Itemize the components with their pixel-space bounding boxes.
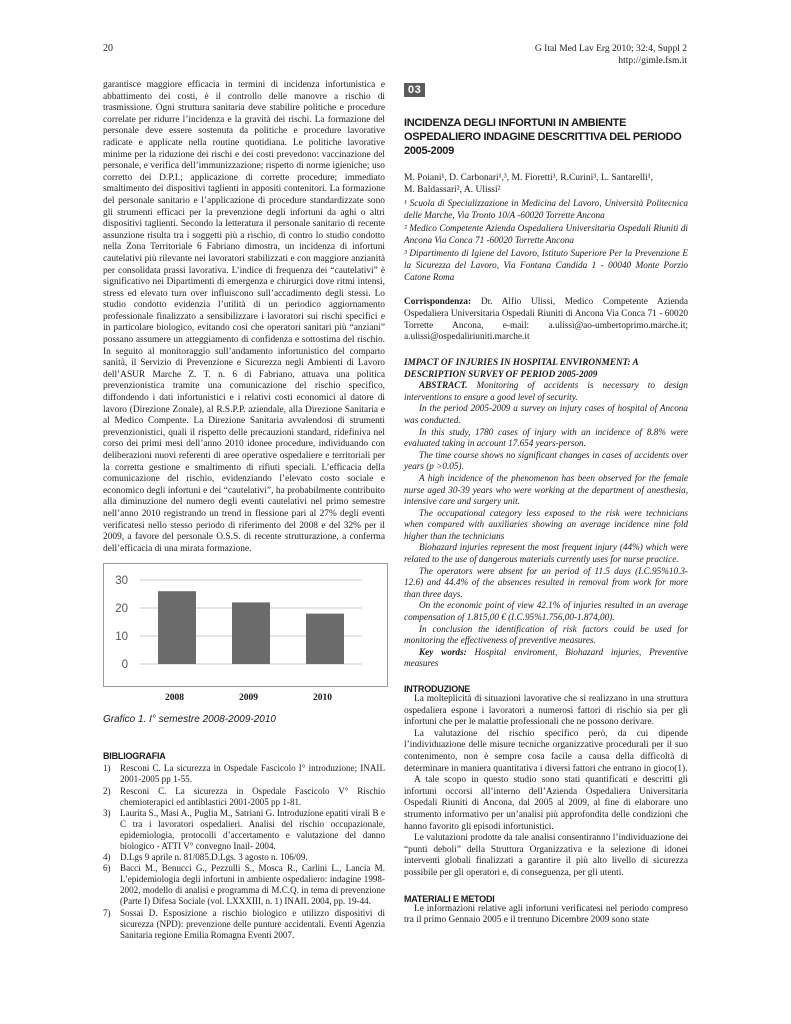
abstract-paragraph: Biohazard injuries represent the most frequent injury (44%) which were related to the use of dangerous materials currently uses for nurse practice. bbox=[404, 542, 688, 565]
reference-number: 2) bbox=[103, 785, 111, 796]
intro-paragraph: A tale scopo in questo studio sono stati quantificati e descritti gli infortuni occorsi all’interno dell’Azienda Ospedaliera Universitaria Ospedali Riuniti di Ancona, dal 2005 al 2009, al fine di elaborare uno strumento informativo per un’analisi più approfondita delle condizioni che hanno favorito gli episodi infortunistici. bbox=[404, 775, 688, 832]
reference-text: D.Lgs 9 aprile n. 81/085.D.Lgs. 3 agosto n. 106/09. bbox=[120, 852, 308, 863]
introduction-heading: INTRODUZIONE bbox=[404, 684, 471, 694]
abstract-title: IMPACT OF INJURIES IN HOSPITAL ENVIRONMENT: A DESCRIPTION SURVEY OF PERIOD 2005-2009 bbox=[404, 356, 639, 379]
chart-svg bbox=[104, 564, 387, 686]
abstract-paragraph: In the period 2005-2009 a survey on injury cases of hospital of Ancona was conducted. bbox=[404, 403, 688, 425]
keywords-text: Hospital enviroment, Biohazard injuries, Preventive measures bbox=[404, 646, 689, 669]
abstract-paragraph: The occupational category less exposed to the risk were technicians when compared with auxiliaries showing an average incidence nine fold higher than the technicians bbox=[404, 507, 688, 541]
reference-text: Resconi C. La sicurezza in Ospedale Fascicolo V° Rischio chemioterapici ed antiblastici 2001-2005 pp 1-81. bbox=[120, 785, 385, 807]
correspondence-text: Dr. Alfio Ulissi, Medico Competente Azienda Ospedaliera Universitaria Ospedali Riuniti di Ancona Via Conca 71 - 60020 Torrette Ancona, e-mail: a.ulissi@ao-umbertoprimo.marche.it; a.ulissi@ospedaliriuniti.marche.it bbox=[404, 297, 688, 343]
reference-number: 3) bbox=[103, 807, 111, 818]
abstract-paragraph: On the economic point of view 42.1% of injuries resulted in an average compensation of 1.815,00 € (I.C.95%1.756,00-1.874,00). bbox=[404, 600, 688, 623]
author-list bbox=[404, 172, 688, 196]
reference-item bbox=[103, 763, 385, 785]
methods-paragraph: Le informazioni relative agli infortuni verificatesi nel periodo compreso tra il primo Gennaio 2005 e il trentuno Dicembre 2009 sono state bbox=[404, 903, 688, 926]
intro-paragraph: La valutazione del rischio specifico però, da cui dipende l’individuazione delle misure tecniche organizzative procedurali per il suo contenimento, non è sempre cosa facile a causa della difficoltà di determinare in maniera quantitativa i diversi fattori che entrano in gioco(1). bbox=[404, 728, 688, 774]
journal-citation: G Ital Med Lav Erg 2010; 32:4, Suppl 2 bbox=[534, 44, 687, 54]
x-tick-label: 2010 bbox=[313, 693, 332, 704]
abstract-paragraph: In this study, 1780 cases of injury with an incidence of 8.8% were evaluated taking in account 17.654 years-person. bbox=[404, 426, 688, 449]
reference-item bbox=[103, 786, 385, 808]
reference-item bbox=[103, 852, 385, 863]
reference-text: Sossai D. Esposizione a rischio biologico e utilizzo dispositivi di sicurezza (NPD): prevenzione delle punture accidentali. Eventi Agenzia Sanitaria regione Emilia Romagna Eventi 2007. bbox=[120, 907, 385, 940]
abstract-text: Monitoring of accidents is necessary to design interventions to ensure a good level of security. bbox=[404, 380, 688, 402]
y-tick-label: 10 bbox=[115, 631, 128, 644]
body-paragraph: garantisce maggiore efficacia in termini di incidenza infortunistica e abbattimento dei costi, è il controllo delle manovre a rischio di trasmissione. Ogni struttura sanitaria deve stabilire politiche e procedure correlate per ridurre l’incidenza e la gravità dei rischi. La formazione del personale deve essere sostenuta da politiche e procedure lavorative radicate e applicate nella routine quotidiana. Le politiche lavorative minime per la riduzione dei rischi e dei costi prevedono: vaccinazione del personale, e verifica dell’immunizzazione; rispetto di norme igieniche; uso corretto dei D.P.I.; applicazione di corrette procedure; immediato smaltimento dei dispositivi taglienti in appositi contenitori. La formazione del personale sanitario e l’applicazione di procedure standardizzate sono gli strumenti efficaci per la prevenzione degli infortuni da aghi o altri dispositivi taglienti. Secondo la letteratura il personale sanitario di recente assunzione risulta tra i soggetti più a rischio, di contro lo studio condotto nella Zona Territoriale 6 Fabriano dimostra, un incidenza di infortuni cautelativi più rilevante nei lavoratori stabilizzati e con maggiore anzianità per consolidata prassi lavorativa. L’indice di frequenza dei “cautelativi” è significativo nei Dipartimenti di emergenza e chirurgici dove ritmi intensi, stress ed elevato turn over influiscono sull’accadimento degli stessi. Lo studio condotto evidenzia l’utilità di un periodico aggiornamento professionale finalizzato a sensibilizzare i lavoratori sui rischi specifici e in particolare biologico, evitando così che operatori sanitari più “anziani” possano assumere un atteggiamento di confidenza e sottostima del rischio. In seguito al monitoraggio sull’andamento infortunistico del comparto sanità, il Servizio di Prevenzione e Sicurezza negli Ambienti di Lavoro dell’ASUR Marche Z. T. n. 6 di Fabriano, attuava una politica prevenzionistica tramite una comunicazione del rischio specifico, diffondendo i dati infortunistici e i relativi costi economici al datore di lavoro (Direzione Zonale), al R.S.P.P. aziendale, alla Direzione Sanitaria e al Medico Compente. La Direzione Sanitaria avvalendosi di strumenti prevenzionistici, quali il rispetto delle precauzioni standard, ridefiniva nel corso dei primi mesi dell’anno 2010 idonee procedure, individuando con deliberazioni nuovi referenti di aree operative ospedaliere e territoriali per la corretta gestione e smaltimento di rifiuti speciali. L’efficacia della comunicazione del rischio, evidenziando l’elevato costo sociale e economico degli infortuni e dei “cautelativi”, ha probabilmente contribuito alla diminuzione del numero degli eventi cautelativi nel primo semestre nell’anno 2010 registrando un trend in flessione pari al 27% degli eventi verificatesi nello stesso periodo di riferimento del 2008 e del 32% per il 2009, a favore del personale O.S.S. di recente strutturazione, a conferma dell’efficacia di una mirata formazione. bbox=[103, 80, 385, 554]
bar-2009 bbox=[232, 603, 270, 665]
reference-number: 1) bbox=[103, 763, 111, 774]
methods-heading: MATERIALI E METODI bbox=[404, 893, 495, 904]
reference-list bbox=[103, 763, 385, 941]
article-title: INCIDENZA DEGLI INFORTUNI IN AMBIENTE OSPEDALIERO INDAGINE DESCRITTIVA DEL PERIODO 2005-2009 bbox=[404, 117, 682, 157]
affiliation: ² Medico Competente Azienda Ospedaliera Universitaria Ospedali Riuniti di Ancona Via Conca 71 -60020 Torrette Ancona bbox=[404, 223, 688, 245]
affiliation: ¹ Scuola di Specializzazione in Medicina del Lavoro, Università Politecnica delle Marche, Via Tronto 10/A -60020 Torrette Ancona bbox=[404, 198, 688, 220]
reference-number: 6) bbox=[103, 863, 111, 874]
left-column bbox=[103, 80, 385, 941]
reference-item bbox=[103, 808, 385, 852]
journal-header bbox=[535, 43, 687, 67]
y-tick-label: 0 bbox=[121, 659, 128, 672]
bar-chart bbox=[103, 563, 388, 687]
chart-caption: Grafico 1. I° semestre 2008-2009-2010 bbox=[103, 714, 276, 726]
abstract-paragraph: A high incidence of the phenomenon has been observed for the female nurse aged 30-39 years who were working at the department of anesthesia, intensive care and surgery unit. bbox=[404, 472, 688, 507]
bar-2010 bbox=[306, 614, 344, 664]
keywords bbox=[404, 647, 688, 670]
reference-text: Bacci M., Benucci G., Pezzulli S., Mosca R., Carlini L., Lancia M. L’epidemiologia degli infortuni in ambiente ospedaliero: indagine 1998-2002, modello di analisi e programma di M.C.Q. in tema di prevenzione (Parte I) Difesa Sociale (vol. LXXXIII, n. 1) INAIL 2004, pp. 19-44. bbox=[120, 863, 385, 907]
abstract-label: ABSTRACT. bbox=[419, 380, 468, 391]
reference-item bbox=[103, 908, 385, 941]
intro-paragraph: La molteplicità di situazioni lavorative che si realizzano in una struttura ospedaliera espone i lavoratori a numerosi fattori di rischio sia per gli infortuni che per le malattie professionali che ne possono derivare. bbox=[404, 694, 688, 728]
authors-line: M. Baldassari², A. Ulissi² bbox=[404, 185, 501, 195]
abstract-paragraph: In conclusion the identification of risk factors could be used for monitoring the effectiveness of preventive measures. bbox=[404, 623, 688, 646]
reference-item bbox=[103, 863, 385, 907]
journal-url[interactable]: http://gimle.fsm.it bbox=[618, 56, 687, 66]
bibliography-heading: BIBLIOGRAFIA bbox=[103, 751, 166, 762]
page-number: 20 bbox=[103, 43, 113, 54]
y-tick-label: 30 bbox=[115, 575, 128, 588]
reference-number: 7) bbox=[103, 907, 111, 918]
article-number-badge: 03 bbox=[404, 83, 425, 97]
abstract bbox=[404, 380, 688, 670]
abstract-paragraph bbox=[404, 380, 688, 403]
affiliation: ³ Dipartimento di Igiene del Lavoro, Istituto Superiore Per la Prevenzione E la Sicurezza del Lavoro, Via Fontana Candida 1 - 00040 Monte Porzio Catone Roma bbox=[404, 248, 688, 282]
abstract-paragraph: The operators were absent for an period of 11.5 days (I.C.95%10.3-12.6) and 44.4% of the absences resulted in removal from work for more than three days. bbox=[404, 565, 688, 599]
x-tick-label: 2008 bbox=[165, 693, 184, 704]
intro-paragraph: Le valutazioni prodotte da tale analisi consentiranno l’individuazione dei “punti deboli” della Struttura Organizzativa e la selezione di idonei interventi globali finalizzati a garantire il più alto livello di sicurezza possibile per gli operatori e, di conseguenza, per gli utenti. bbox=[404, 833, 688, 878]
keywords-label: Key words: bbox=[419, 646, 467, 657]
right-column bbox=[404, 80, 688, 927]
x-tick-label: 2009 bbox=[239, 693, 258, 704]
chart-x-axis bbox=[103, 693, 385, 707]
reference-text: Laurita S., Masi A., Puglia M., Satriani G. Introduzione epatiti virali B e C tra i lavoratori ospedalieri. Analisi del rischio occupazionale, epidemiologia, protocolli d’accertamento e valutazione del danno biologico - ATTI V° convegno Inail- 2004. bbox=[120, 807, 385, 851]
authors-line: M. Poiani¹, D. Carbonari¹,³, M. Fioretti³, R.Curini³, L. Santarelli¹, bbox=[404, 173, 654, 183]
reference-text: Resconi C. La sicurezza in Ospedale Fascicolo I° introduzione; INAIL 2001-2005 pp 1-55. bbox=[120, 763, 385, 785]
bar-2008 bbox=[158, 592, 196, 665]
abstract-paragraph: The time course shows no significant changes in cases of accidents over years (p >0.05). bbox=[404, 449, 688, 472]
reference-number: 4) bbox=[103, 852, 111, 863]
correspondence-label: Corrispondenza: bbox=[404, 297, 472, 308]
correspondence bbox=[404, 297, 688, 344]
y-tick-label: 20 bbox=[115, 603, 128, 616]
